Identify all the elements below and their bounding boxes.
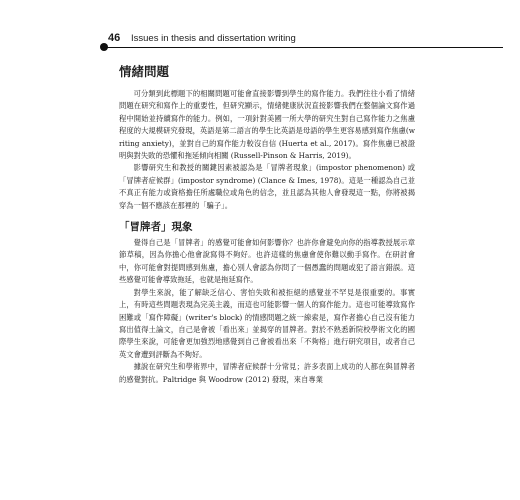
body-paragraph: 影響研究生和教授的關鍵因素被認為是「冒牌者現象」(impostor phenomenon) 或「冒牌者症候群」(impostor syndrome) (Clance & Imes, 1978)。這是一種認為自己並不真正有能力或資格擔任所處職位或角色的信念，並且認為其他人會發現這一點，你將被揭穿為一個不應該在那裡的「騙子」。	[119, 163, 415, 210]
running-title: Issues in thesis and dissertation writing	[131, 33, 296, 44]
page-number: 46	[108, 32, 121, 44]
body-paragraph: 覺得自己是「冒牌者」的感覺可能會如何影響你？也許你會避免向你的指導教授展示章節草稿，因為你擔心他會說寫得不夠好。也許這樣的焦慮會使你難以動手寫作。在研討會中，你可能會對提問感到焦慮，擔心別人會認為你問了一個愚蠢的問題或犯了語言錯誤。這些感覺可能會導致拖延，也就是拖延寫作。	[119, 238, 415, 285]
body-paragraph: 對學生來說，能了解缺乏信心、害怕失敗和被拒絕的感覺並不罕見是很重要的。事實上，有時這些問題表現為完美主義，而這也可能影響一個人的寫作能力。這也可能導致寫作困難或「寫作障礙」(writer's block) 的情感問題之統一線索是，寫作者擔心自己沒有能力寫出值得土論文，自己是會被「看出來」並揭穿的冒牌者。對於不熟悉新院校學術文化的國際學生來說，可能會更加強烈地感覺到自己會被看出來「不夠格」進行研究項目，或者自己英文會遭到評斷為不夠好。	[119, 287, 415, 359]
header-rule	[105, 47, 503, 48]
body-paragraph: 據說在研究生和學術界中，冒牌者症候群十分常見；許多表面上成功的人都在與冒牌者的感覺對抗。Paltridge 與 Woodrow (2012) 發現，來自專業	[119, 362, 415, 384]
running-header	[97, 31, 502, 51]
section-heading: 情緒問題	[119, 64, 170, 79]
page-body	[119, 60, 415, 386]
header-bullet-dot	[100, 43, 108, 51]
subsection-heading: 「冒牌者」現象	[119, 221, 193, 234]
body-paragraph: 可分類到此標題下的相關問題可能會直接影響到學生的寫作能力。我們往往小看了情緒問題在研究和寫作上的重要性，但研究顯示，情緒健康狀況直接影響我們在整個論文寫作過程中開始並持續寫作的能力。例如，一項針對美國一所大學的研究生對自己寫作能力之焦慮程度的大規模研究發現，英語是第二語言的學生比英語是母語的學生更容易感到寫作焦慮(writing anxiety)，並對自己的寫作能力較沒自信 (Huerta et al., 2017)。寫作焦慮已被證明與對失敗的恐懼和拖延傾向相關 (Russell-Pinson & Harris, 2019)。	[119, 89, 415, 161]
